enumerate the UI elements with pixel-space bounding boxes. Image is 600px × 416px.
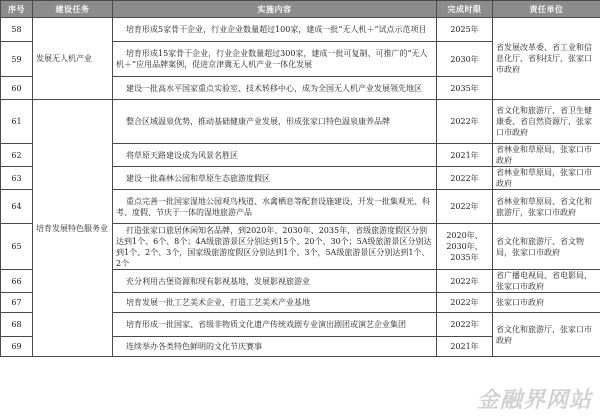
- row-number: 63: [1, 167, 33, 190]
- deadline: 2022年: [437, 100, 493, 144]
- row-number: 61: [1, 100, 33, 144]
- deadline: 2022年: [437, 270, 493, 293]
- row-number: 64: [1, 190, 33, 224]
- deadline: 2022年: [437, 313, 493, 337]
- impl-text: 建设一批高水平国家重点实验室、技术转移中心，成为全国无人机产业发展领先地区: [113, 77, 437, 100]
- impl-text: 培育形成5家骨干企业，行业企业数量超过100家，建成一批“无人机＋”试点示范项目: [113, 18, 437, 42]
- impl-text: 建设一批森林公园和草原生态旅游度假区: [113, 167, 437, 190]
- deadline: 2022年: [437, 293, 493, 313]
- row-number: 60: [1, 77, 33, 100]
- impl-text: 培育发展一批工艺美术企业，打造工艺美术产业基地: [113, 293, 437, 313]
- row-number: 68: [1, 313, 33, 337]
- deadline: 2021年: [437, 144, 493, 167]
- table-row: [1, 18, 600, 42]
- header-impl: 实施内容: [113, 1, 437, 18]
- deadline: 2021年: [437, 337, 493, 357]
- deadline: 2022年: [437, 190, 493, 224]
- row-number: 59: [1, 42, 33, 77]
- responsible-unit: 省林业和草原局，张家口市政府: [493, 144, 600, 167]
- impl-text: 连续举办各类特色鲜明的文化节庆赛事: [113, 337, 437, 357]
- responsible-unit: 省文化和旅游厅、省卫生健康委、省自然资源厅，张家口市政府: [493, 100, 600, 144]
- impl-text: 将草原天路建设成为风景名胜区: [113, 144, 437, 167]
- responsible-unit: 省文化和旅游厅、省文物局，张家口市政府: [493, 224, 600, 270]
- responsible-unit: 张家口市政府: [493, 293, 600, 313]
- row-number: 58: [1, 18, 33, 42]
- deadline: 2025年: [437, 18, 493, 42]
- task-culture: 培育发展特色服务业: [33, 100, 113, 357]
- header-year: 完成时限: [437, 1, 493, 18]
- impl-text: 充分利用古堡资源和现有影视基地，发展影视旅游业: [113, 270, 437, 293]
- header-unit: 责任单位: [493, 1, 600, 18]
- deadline: 2030年: [437, 42, 493, 77]
- header-no: 序号: [1, 1, 33, 18]
- responsible-unit: 省林业和草原局，张家口市政府: [493, 167, 600, 190]
- impl-text: 整合区域温泉优势，推动基础健康产业发展，形成张家口特色温泉康养品牌: [113, 100, 437, 144]
- responsible-unit: 省发展改革委、省工业和信息化厅、省科技厅，张家口市政府: [493, 18, 600, 100]
- responsible-unit: 省文化和旅游厅，张家口市政府: [493, 313, 600, 357]
- header-row: [1, 1, 600, 18]
- row-number: 65: [1, 224, 33, 270]
- deadline: 2022年: [437, 167, 493, 190]
- row-number: 66: [1, 270, 33, 293]
- row-number: 69: [1, 337, 33, 357]
- impl-text: 培育形成一批国家、省级非物质文化遗产传统戏剧专业演出剧团或演艺企业集团: [113, 313, 437, 337]
- deadline: 2020年、2030年、2035年: [437, 224, 493, 270]
- row-number: 67: [1, 293, 33, 313]
- impl-text: 培育形成15家骨干企业，行业企业数量超过300家，建成一批可复制、可推广的“无人机＋”应用品牌案例，促进京津冀无人机产业一体化发展: [113, 42, 437, 77]
- header-task: 建设任务: [33, 1, 113, 18]
- table-row: [1, 100, 600, 144]
- responsible-unit: 省林业和草原局、省文化和旅游厅，张家口市政府: [493, 190, 600, 224]
- row-number: 62: [1, 144, 33, 167]
- deadline: 2035年: [437, 77, 493, 100]
- task-drone: 发展无人机产业: [33, 18, 113, 100]
- responsible-unit: 省广播电视局、省电影局，张家口市政府: [493, 270, 600, 293]
- watermark: 金融界网站: [476, 388, 592, 413]
- impl-text: 打造张家口旅居休闲知名品牌，到2020年、2030年、2035年，省级旅游度假区分别达到1个、6个、8个；4A级旅游景区分别达到15个、20个、30个；5A级旅游景区分别达到1个、2个、3个，国家级旅游度假区分别达到1个、3个，5A级旅游景区分别达到1个、2个: [113, 224, 437, 270]
- impl-text: 重点完善一批国家湿地公园观鸟栈道、水禽栖息等配套设施建设，开发一批集观光、科考、度假、节庆于一体的湿地旅游产品: [113, 190, 437, 224]
